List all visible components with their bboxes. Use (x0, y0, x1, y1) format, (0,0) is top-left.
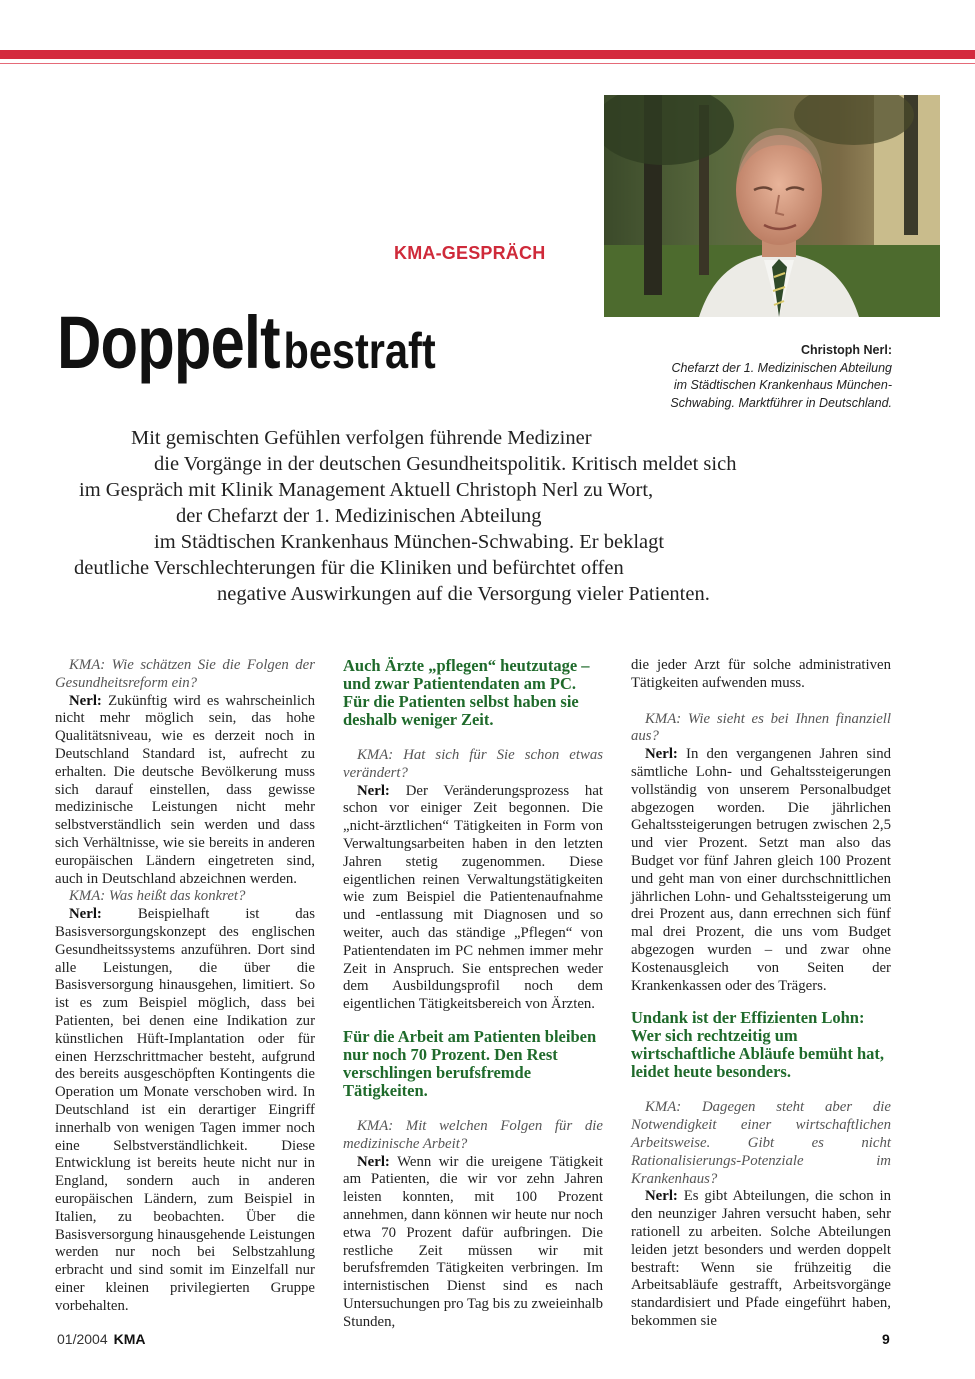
interview-question: KMA: Dagegen steht aber die Notwendigkeit einer wirtschaftlichen Arbeitsweise. Gibt es nicht Rationalisierungs-Potenziale im Krankenhaus? (631, 1099, 891, 1187)
answer-text: Wenn wir die ureigene Tätigkeit am Patienten, die wir vor zehn Jahren leisten konnten, mit 100 Prozent annehmen, dann können wir heute nur noch etwa 70 Prozent dafür aufbringen. Die restliche Zeit müssen wir mit berufsfremden Tätigkeiten verbringen. Im internistischen Dienst sind es nach Untersuchungen pro Tag bis zu zweieinhalb Stunden, (343, 1153, 604, 1330)
interview-answer (631, 746, 891, 995)
speaker-label: Nerl: (357, 782, 390, 799)
intro-line: die Vorgänge in der deutschen Gesundheitspolitik. Kritisch meldet sich (154, 453, 737, 475)
headline-main: Doppelt (57, 301, 280, 384)
speaker-label: Nerl: (69, 906, 102, 923)
intro-line: der Chefarzt der 1. Medizinischen Abteilung (176, 505, 542, 527)
top-accent-bar (0, 50, 975, 59)
article-column-2 (343, 657, 603, 1332)
pull-quote: Undank ist der Effizienten Lohn: Wer sich rechtzeitig um wirtschaftliche Abläufe bemüht hat, leidet heute besonders. (631, 1008, 884, 1082)
interview-question: KMA: Hat sich für Sie schon etwas verändert? (343, 747, 603, 781)
headline (57, 300, 436, 385)
intro-line: im Gespräch mit Klinik Management Aktuell Christoph Nerl zu Wort, (79, 479, 654, 501)
intro-line: im Städtischen Krankenhaus München-Schwabing. Er beklagt (154, 531, 665, 553)
intro-line: deutliche Verschlechterungen für die Kliniken und befürchtet offen (74, 557, 624, 579)
speaker-label: Nerl: (357, 1153, 390, 1170)
speaker-label: Nerl: (69, 692, 102, 709)
continued-text: die jeder Arzt für solche administrativen Tätigkeiten aufwenden muss. (631, 657, 891, 691)
article-column-3 (631, 657, 891, 1331)
answer-text: Zukünftig wird es wahrscheinlich nicht mehr möglich sein, das hohe Qualitätsniveau, wie es derzeit noch in Deutschland Standard ist, aufrecht zu erhalten. Die deutsche Bevölkerung muss sich darauf einstellen, dass gewisse medizinische Leistungen nicht mehr selbstverständlich sein werden und dass sich Verhältnisse, wie sie bereits in anderen europäischen Ländern eingetreten sind, auch in Deutschland abzeichnen werden. (55, 692, 315, 887)
page-number: 9 (882, 1331, 890, 1347)
issue-number: 01/2004 (57, 1331, 108, 1347)
interview-question: KMA: Wie sieht es bei Ihnen finanziell aus? (631, 710, 891, 745)
portrait-photo (604, 95, 940, 317)
intro-line: negative Auswirkungen auf die Versorgung vieler Patienten. (217, 583, 710, 605)
interview-answer (55, 906, 315, 1315)
photo-caption (625, 342, 892, 412)
pull-quote: Für die Arbeit am Patienten bleiben nur noch 70 Prozent. Den Rest verschlingen berufsfremde Tätigkeiten. (343, 1026, 597, 1100)
magazine-name: KMA (113, 1331, 146, 1347)
interview-answer (55, 693, 315, 889)
caption-line: Chefarzt der 1. Medizinischen Abteilung (671, 360, 892, 375)
top-accent-line (0, 63, 975, 64)
speaker-label: Nerl: (645, 1188, 678, 1205)
caption-name: Christoph Nerl: (801, 343, 892, 357)
interview-question: KMA: Mit welchen Folgen für die medizinische Arbeit? (343, 1117, 603, 1152)
interview-answer (631, 1188, 891, 1330)
article-column-1 (55, 657, 315, 1315)
speaker-label: Nerl: (645, 746, 678, 763)
answer-text: Beispielhaft ist das Basisversorgungskonzept des englischen Gesundheitssystems anzuführen. Dort sind alle Leistungen, die über die Basisversorgung hinausgehen, limitiert. So ist es zum Beispiel möglich, dass bei Patienten, bei denen eine Indikation zur künstlichen Hüft-Implantation oder für einen Herzschrittmacher besteht, aufgrund des bereits ausgeschöpften Kontingents die Operation um Monate verschoben wird. In Deutschland ist ein derartiger Eingriff innerhalb von wenigen Tagen immer noch eine Selbstverständlichkeit. Diese Entwicklung ist bereits heute nicht nur in England, sondern auch in anderen europäischen Ländern, zum Beispiel in Italien, zu beobachten. Über die Basisversorgung hinausgehende Leistungen werden nur noch bei Selbstzahlung erbracht und sind somit im Einzelfall nur einer kleinen privilegierten Gruppe vorbehalten. (55, 906, 316, 1314)
footer-issue (57, 1331, 146, 1347)
headline-rest: bestraft (283, 323, 436, 379)
interview-answer (343, 1154, 603, 1332)
intro-line: Mit gemischten Gefühlen verfolgen führende Mediziner (131, 427, 592, 449)
caption-line: Schwabing. Marktführer in Deutschland. (670, 395, 892, 410)
interview-question: KMA: Was heißt das konkret? (69, 888, 246, 905)
caption-line: im Städtischen Krankenhaus München- (673, 378, 892, 392)
interview-question: KMA: Wie schätzen Sie die Folgen der Gesundheitsreform ein? (55, 657, 315, 691)
answer-text: In den vergangenen Jahren sind sämtliche Lohn- und Gehaltssteigerungen vollständig von unserem Personalbudget abgezogen worden. Die jährlichen Gehaltssteigerungen betrugen zwischen 2,5 und vier Prozent. Setzt man also das Budget vor fünf Jahren gleich 100 Prozent und geht man von einer durchschnittlichen jährlichen Lohn- und Gehaltssteigerung um drei Prozent aus, dann errechnen sich fünf mal drei Prozent, die uns vom Budget abgezogen wurden – und zwar ohne Kostenausgleich von Seiten der Krankenkassen oder des Trägers. (631, 746, 892, 994)
interview-answer (343, 783, 603, 1014)
answer-text: Es gibt Abteilungen, die schon in den neunziger Jahren versucht haben, sehr rationell zu arbeiten. Solche Abteilungen leiden jetzt besonders und werden doppelt bestraft: Wenn sie frühzeitig die Arbeitsabläufe gestrafft, Arbeitsvorgänge standardisiert und Pfade eingeführt haben, bekommen sie (631, 1188, 892, 1329)
pull-quote: Auch Ärzte „pflegen“ heutzutage – und zwar Patientendaten am PC. Für die Patienten selbst haben sie deshalb weniger Zeit. (343, 656, 590, 729)
answer-text: Der Veränderungsprozess hat schon vor einiger Zeit begonnen. Die „nicht-ärztlichen“ Tätigkeiten in Form von Verwaltungsarbeiten haben in den letzten Jahren stetig zugenommen. Diese eigentlichen reinen Verwaltungstätigkeiten wie zum Beispiel die Patientenaufnahme und -entlassung mit Diagnosen und so weiter, auch das ständige „Pflegen“ von Patientendaten im PC nehmen immer mehr Zeit in Anspruch. Sie entsprechen weder dem Ausbildungsprofil noch dem eigentlichen Tätigkeitsbereich von Ärzten. (343, 782, 604, 1013)
section-kicker: KMA-GESPRÄCH (394, 243, 546, 263)
